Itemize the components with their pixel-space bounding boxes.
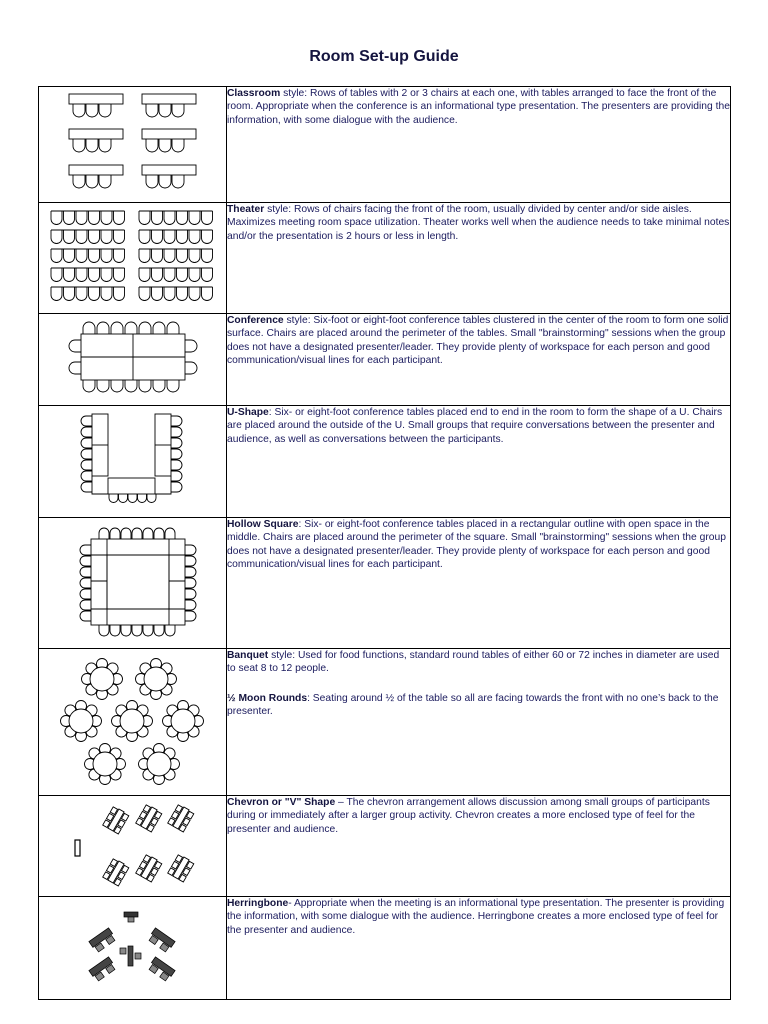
classroom-diagram bbox=[39, 87, 227, 203]
conference-description bbox=[227, 314, 731, 406]
hollow-square-diagram bbox=[39, 518, 227, 649]
theater-description bbox=[227, 203, 731, 314]
table-row bbox=[39, 314, 731, 406]
banquet-diagram bbox=[39, 649, 227, 796]
hollow-square-description bbox=[227, 518, 731, 649]
banquet-description bbox=[227, 649, 731, 796]
style-name: Theater bbox=[227, 204, 265, 215]
chevron-description bbox=[227, 796, 731, 897]
style-name: Conference bbox=[227, 315, 284, 326]
table-row bbox=[39, 649, 731, 796]
style-text: style: Six-foot or eight-foot conference tables clustered in the center of the room to form one solid surface. Chairs are placed around the perimeter of the tables. Small "brainstorming" sessions when the group does not have a designated presenter/leader. They provide plenty of workspace for each person and good communication/visual lines for each participant. bbox=[227, 315, 729, 367]
chevron-diagram bbox=[39, 796, 227, 897]
table-row bbox=[39, 406, 731, 518]
style-name: U-Shape bbox=[227, 407, 269, 418]
herringbone-description bbox=[227, 897, 731, 1000]
style-name: Chevron or "V" Shape bbox=[227, 797, 336, 808]
style-text: - Appropriate when the meeting is an informational type presentation. The presenter is providing the information, with some dialogue with the audience. Herringbone creates a more enclosed type of feel for the presenter and audience. bbox=[227, 898, 725, 936]
style-text: style: Rows of tables with 2 or 3 chairs at each one, with tables arranged to face the front of the room. Appropriate when the conference is an informational type presentation. The presenters are providing the information, with some dialogue with the audience. bbox=[227, 88, 730, 126]
theater-diagram bbox=[39, 203, 227, 314]
style-text: – The chevron arrangement allows discussion among small groups of participants during or immediately after a larger group activity. Chevron creates a more enclosed type of feel for the presenter and audience. bbox=[227, 797, 710, 835]
room-setup-table bbox=[38, 86, 731, 1000]
style-text: : Six- or eight-foot conference tables placed end to end in the room to form the shape of a U. Chairs are placed around the outside of the U. Small groups that require conversations between the presenter and audience, as well as conversations between the participants. bbox=[227, 407, 723, 445]
style-text: : Six- or eight-foot conference tables placed in a rectangular outline with open space in the middle. Chairs are placed around the perimeter of the square. Small "brainstorming" sessions when the group does not have a designated presenter/leader. They provide plenty of workspace for each person and good communication/visual lines for each participant. bbox=[227, 519, 726, 571]
table-row bbox=[39, 518, 731, 649]
style-text: style: Rows of chairs facing the front of the room, usually divided by center and/or side aisles. Maximizes meeting room space utilization. Theater works well when the audience needs to take minimal notes and/or the presentation is 2 hours or less in length. bbox=[227, 204, 730, 242]
u-shape-description bbox=[227, 406, 731, 518]
classroom-description bbox=[227, 87, 731, 203]
style-name: ½ Moon Rounds bbox=[227, 692, 308, 704]
style-text: style: Used for food functions, standard round tables of either 60 or 72 inches in diameter are used to seat 8 to 12 people. bbox=[227, 650, 720, 675]
table-row bbox=[39, 796, 731, 897]
style-name: Herringbone bbox=[227, 898, 289, 909]
u-shape-diagram bbox=[39, 406, 227, 518]
table-row bbox=[39, 897, 731, 1000]
page-title: Room Set-up Guide bbox=[309, 48, 459, 65]
table-row bbox=[39, 203, 731, 314]
herringbone-diagram bbox=[39, 897, 227, 1000]
style-name: Hollow Square bbox=[227, 519, 299, 530]
style-name: Classroom bbox=[227, 88, 281, 99]
conference-diagram bbox=[39, 314, 227, 406]
style-name: Banquet bbox=[227, 650, 269, 661]
style-text: : Seating around ½ of the table so all are facing towards the front with no one’s back to the presenter. bbox=[227, 692, 719, 718]
table-row bbox=[39, 87, 731, 203]
